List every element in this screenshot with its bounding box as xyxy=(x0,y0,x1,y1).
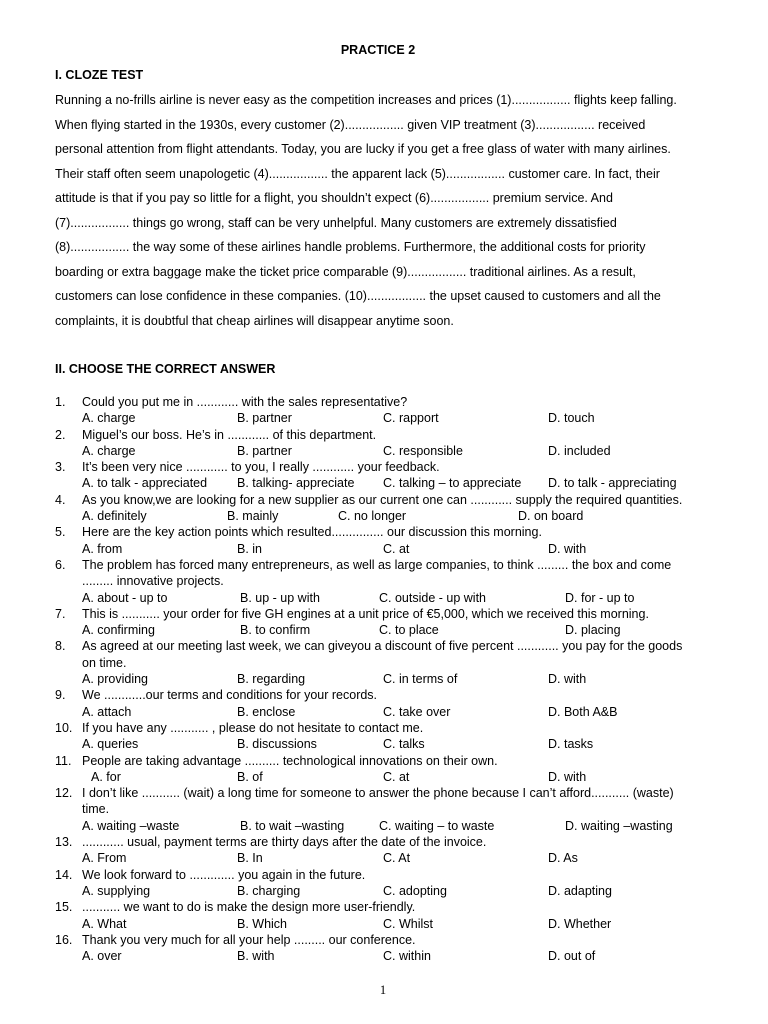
answer-option-d: D. placing xyxy=(565,623,621,638)
answer-option-c: C. rapport xyxy=(383,411,439,426)
answer-options xyxy=(55,704,735,720)
question-text: Here are the key action points which resulted............... our discussion this morning. xyxy=(82,525,542,540)
answer-option-d: D. touch xyxy=(548,411,595,426)
answer-option-b: B. enclose xyxy=(237,704,296,719)
answer-option-d: D. waiting –wasting xyxy=(565,818,673,833)
answer-option-c: C. outside - up with xyxy=(379,590,486,605)
question-stem xyxy=(55,524,735,540)
cloze-line: customers can lose confidence in these companies. (10)................. the upset caused to customers and all the xyxy=(55,289,661,303)
section-heading-choose-answer: II. CHOOSE THE CORRECT ANSWER xyxy=(55,362,276,376)
question-item xyxy=(55,427,735,460)
answer-option-b: B. partner xyxy=(237,411,292,426)
answer-option-c: C. Whilst xyxy=(383,916,433,931)
answer-option-b: B. Which xyxy=(237,916,288,931)
answer-option-d: D. Whether xyxy=(548,916,612,931)
question-number: 2. xyxy=(55,427,66,442)
answer-option-a: A. supplying xyxy=(82,883,151,898)
answer-option-a: A. about - up to xyxy=(82,590,168,605)
question-text-continued: time. xyxy=(82,802,110,817)
answer-option-d: D. with xyxy=(548,672,587,687)
answer-option-c: C. At xyxy=(383,851,411,866)
question-item xyxy=(55,394,735,427)
question-item xyxy=(55,720,735,753)
question-item xyxy=(55,867,735,900)
question-number: 3. xyxy=(55,460,66,475)
question-text: People are taking advantage .......... technological innovations on their own. xyxy=(82,753,498,768)
answer-option-a: A. charge xyxy=(82,411,136,426)
answer-options xyxy=(55,850,735,866)
answer-option-c: C. take over xyxy=(383,704,451,719)
answer-option-c: C. no longer xyxy=(338,509,407,524)
answer-option-b: B. talking- appreciate xyxy=(237,476,355,491)
answer-option-c: C. at xyxy=(383,541,410,556)
answer-option-a: A. queries xyxy=(82,737,139,752)
question-stem xyxy=(55,932,735,948)
cloze-passage xyxy=(55,90,715,335)
question-text: ............ usual, payment terms are thirty days after the date of the invoice. xyxy=(82,835,487,850)
question-text: We ............our terms and conditions for your records. xyxy=(82,688,378,703)
question-text: It’s been very nice ............ to you, I really ............ your feedback. xyxy=(82,460,440,475)
answer-option-a: A. waiting –waste xyxy=(82,818,180,833)
answer-option-b: B. partner xyxy=(237,443,292,458)
answer-option-a: A. attach xyxy=(82,704,132,719)
question-stem xyxy=(55,687,735,703)
question-item xyxy=(55,459,735,492)
question-stem xyxy=(55,867,735,883)
question-text: The problem has forced many entrepreneurs, as well as large companies, to think ......... the box and come xyxy=(82,557,672,572)
answer-option-b: B. mainly xyxy=(227,509,279,524)
answer-option-a: A. from xyxy=(82,541,123,556)
question-item xyxy=(55,492,735,525)
question-item xyxy=(55,932,735,965)
answer-option-b: B. charging xyxy=(237,883,301,898)
question-stem xyxy=(55,394,735,410)
answer-option-c: C. to place xyxy=(379,623,439,638)
answer-option-d: D. out of xyxy=(548,949,596,964)
answer-option-d: D. to talk - appreciating xyxy=(548,476,677,491)
question-stem xyxy=(55,834,735,850)
answer-option-b: B. regarding xyxy=(237,672,306,687)
question-number: 13. xyxy=(55,835,73,850)
answer-options xyxy=(55,916,735,932)
answer-options xyxy=(55,475,735,491)
answer-option-c: C. responsible xyxy=(383,443,463,458)
question-number: 4. xyxy=(55,492,66,507)
question-text: Could you put me in ............ with the sales representative? xyxy=(82,395,408,409)
question-item xyxy=(55,557,735,606)
answer-option-b: B. discussions xyxy=(237,737,317,752)
answer-option-b: B. up - up with xyxy=(240,590,320,605)
question-item xyxy=(55,785,735,834)
answer-option-a: A. to talk - appreciated xyxy=(82,476,208,491)
question-number: 9. xyxy=(55,688,66,703)
question-stem xyxy=(55,459,735,475)
answer-option-a: A. over xyxy=(82,949,122,964)
answer-option-a: A. for xyxy=(91,769,121,784)
question-text: This is ........... your order for five GH engines at a unit price of €5,000, which we received this morning. xyxy=(82,606,649,621)
question-number: 1. xyxy=(55,395,66,409)
question-text: If you have any ........... , please do not hesitate to contact me. xyxy=(82,720,424,735)
answer-option-b: B. to confirm xyxy=(240,623,311,638)
cloze-line: attitude is that if you pay so little for a flight, you shouldn’t expect (6)................. premium service. And xyxy=(55,191,613,205)
answer-option-b: B. In xyxy=(237,851,263,866)
question-stem xyxy=(55,606,735,622)
question-stem xyxy=(55,638,735,654)
question-text-continued: ......... innovative projects. xyxy=(82,574,224,589)
question-item xyxy=(55,834,735,867)
question-number: 16. xyxy=(55,932,73,947)
question-text: As agreed at our meeting last week, we can giveyou a discount of five percent ............ you pay for the goods xyxy=(82,639,683,654)
question-text: ........... we want to do is make the design more user-friendly. xyxy=(82,900,416,915)
answer-option-a: A. confirming xyxy=(82,623,155,638)
answer-option-d: D. adapting xyxy=(548,883,612,898)
cloze-line: When flying started in the 1930s, every customer (2)................. given VIP treatment (3)................. received xyxy=(55,117,646,132)
cloze-line: boarding or extra baggage make the ticket price comparable (9)................. traditional airlines. As a result, xyxy=(55,264,636,279)
answer-option-b: B. of xyxy=(237,769,263,784)
question-number: 8. xyxy=(55,639,66,654)
section-heading-cloze-test: I. CLOZE TEST xyxy=(55,68,144,82)
question-number: 7. xyxy=(55,606,66,621)
question-text: I don’t like ........... (wait) a long time for someone to answer the phone because I can’t afford........... (waste) xyxy=(82,786,674,801)
answer-option-a: A. providing xyxy=(82,672,149,687)
answer-option-d: D. on board xyxy=(518,509,584,524)
answer-option-b: B. in xyxy=(237,541,263,556)
question-text: We look forward to ............. you again in the future. xyxy=(82,867,366,882)
page-number: 1 xyxy=(379,983,387,997)
question-stem xyxy=(55,492,735,508)
question-stem xyxy=(55,899,735,915)
answer-option-d: D. included xyxy=(548,443,611,458)
answer-option-b: B. with xyxy=(237,949,275,964)
question-item xyxy=(55,687,735,720)
page-title: PRACTICE 2 xyxy=(340,43,416,57)
answer-options xyxy=(55,883,735,899)
question-stem xyxy=(55,785,735,801)
question-text: Thank you very much for all your help ......... our conference. xyxy=(82,932,416,947)
answer-options xyxy=(55,443,735,459)
answer-option-c: C. within xyxy=(383,949,431,964)
question-stem xyxy=(55,427,735,443)
question-item xyxy=(55,524,735,557)
question-number: 14. xyxy=(55,867,73,882)
answer-options xyxy=(55,541,735,557)
answer-options xyxy=(55,508,735,524)
answer-option-b: B. to wait –wasting xyxy=(240,818,345,833)
answer-option-c: C. in terms of xyxy=(383,672,458,687)
answer-option-a: A. What xyxy=(82,916,127,931)
answer-options xyxy=(55,736,735,752)
cloze-line: Running a no-frills airline is never easy as the competition increases and prices (1)................. flights keep falling. xyxy=(55,93,677,107)
answer-options xyxy=(55,948,735,964)
question-number: 15. xyxy=(55,900,73,915)
answer-option-d: D. As xyxy=(548,851,578,866)
answer-option-d: D. with xyxy=(548,541,587,556)
question-stem xyxy=(55,720,735,736)
question-number: 11. xyxy=(55,753,72,768)
cloze-line: Their staff often seem unapologetic (4)................. the apparent lack (5)................. customer care. In fact, their xyxy=(55,166,660,181)
answer-options xyxy=(55,622,735,638)
question-item xyxy=(55,899,735,932)
question-stem xyxy=(55,557,735,573)
question-text-continued: on time. xyxy=(82,655,127,670)
answer-option-d: D. for - up to xyxy=(565,590,635,605)
cloze-line: complaints, it is doubtful that cheap airlines will disappear anytime soon. xyxy=(55,313,454,328)
answer-option-c: C. waiting – to waste xyxy=(379,818,495,833)
answer-option-c: C. talks xyxy=(383,737,425,752)
question-text: Miguel’s our boss. He’s in ............ of this department. xyxy=(82,427,377,442)
question-stem xyxy=(55,753,735,769)
answer-option-c: C. talking – to appreciate xyxy=(383,476,522,491)
answer-options xyxy=(55,410,735,426)
answer-option-c: C. at xyxy=(383,769,410,784)
answer-option-a: A. From xyxy=(82,851,127,866)
cloze-line: (8)................. the way some of these airlines handle problems. Furthermore, the additional costs for priority xyxy=(55,240,646,254)
cloze-line: (7)................. things go wrong, staff can be very unhelpful. Many customers are extremely dissatisfied xyxy=(55,215,617,230)
question-item xyxy=(55,753,735,786)
answer-option-a: A. definitely xyxy=(82,509,147,524)
cloze-line: personal attention from flight attendants. Today, you are lucky if you get a free glass of water with many airlines. xyxy=(55,142,671,156)
question-text: As you know,we are looking for a new supplier as our current one can ............ supply the required quantities. xyxy=(82,492,683,507)
answer-options xyxy=(55,818,735,834)
question-number: 6. xyxy=(55,557,66,572)
answer-options xyxy=(55,671,735,687)
question-list xyxy=(55,394,735,964)
question-number: 10. xyxy=(55,720,73,735)
question-item xyxy=(55,606,735,639)
answer-option-d: D. Both A&B xyxy=(548,704,618,719)
question-number: 12. xyxy=(55,786,73,801)
answer-option-d: D. tasks xyxy=(548,737,594,752)
answer-option-c: C. adopting xyxy=(383,883,447,898)
answer-option-a: A. charge xyxy=(82,443,136,458)
question-item xyxy=(55,638,735,687)
answer-options xyxy=(55,769,735,785)
question-number: 5. xyxy=(55,525,66,540)
answer-option-d: D. with xyxy=(548,769,587,784)
answer-options xyxy=(55,590,735,606)
